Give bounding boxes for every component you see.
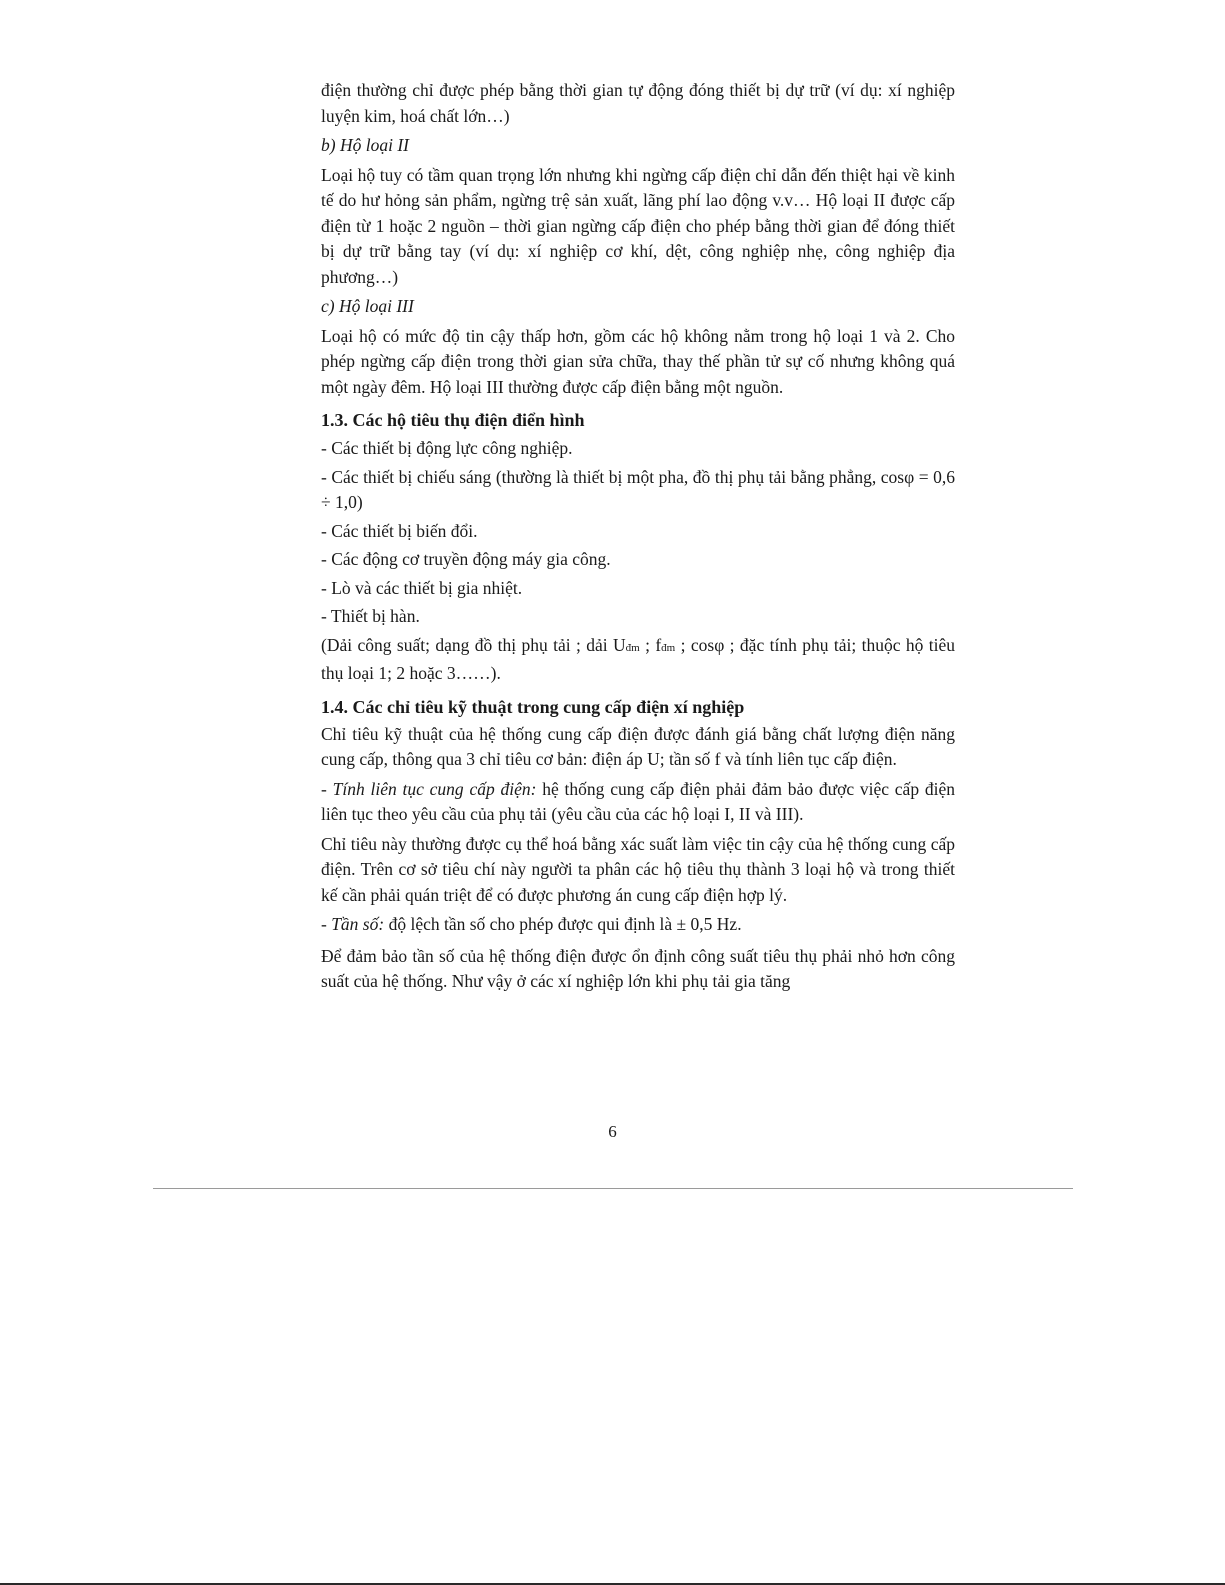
section-1-4-heading: 1.4. Các chỉ tiêu kỹ thuật trong cung cấp điện xí nghiệp [321, 696, 745, 717]
note-part: ; cosφ ; đặc tính phụ tải; thuộc hộ tiêu thụ loại 1; 2 hoặc 3……). [321, 634, 955, 683]
page-content [321, 78, 955, 995]
list-item: - Các thiết bị chiếu sáng (thường là thiết bị một pha, đồ thị phụ tải bằng phẳng, cosφ = 0,6 ÷ 1,0) [321, 466, 955, 512]
note-subscript: đm [661, 641, 676, 654]
frequency-item [321, 912, 955, 938]
list-item: - Lò và các thiết bị gia nhiệt. [321, 577, 523, 598]
section-1-3-heading: 1.3. Các hộ tiêu thụ điện điển hình [321, 410, 585, 430]
continuity-text: hệ thống cung cấp điện phải đảm bảo được việc cấp điện liên tục theo yêu cầu của phụ tải (yêu cầu của các hộ loại I, II và III). [321, 778, 955, 824]
intro-paragraph: điện thường chỉ được phép bằng thời gian tự động đóng thiết bị dự trữ (ví dụ: xí nghiệp luyện kim, hoá chất lớn…) [321, 80, 955, 126]
section-1-4-paragraph: Chỉ tiêu kỹ thuật của hệ thống cung cấp điện được đánh giá bằng chất lượng điện năng cung cấp, thông qua 3 chỉ tiêu cơ bản: điện áp U; tần số f và tính liên tục cấp điện. [321, 723, 955, 769]
list-item: - Các động cơ truyền động máy gia công. [321, 549, 611, 569]
note-subscript: đm [625, 641, 640, 654]
page-divider [153, 1188, 1073, 1189]
note-part: (Dải công suất; dạng đồ thị phụ tải ; dải U [321, 634, 626, 655]
list-item: - Các thiết bị động lực công nghiệp. [321, 438, 573, 458]
subsection-b-title: b) Hộ loại II [321, 135, 409, 155]
note-part: ; f [639, 634, 662, 655]
subsection-c-title: c) Hộ loại III [321, 296, 414, 316]
section-1-3-note [321, 633, 955, 687]
frequency-label: - Tần số: [321, 914, 385, 934]
list-item: - Thiết bị hàn. [321, 606, 420, 626]
subsection-c-paragraph: Loại hộ có mức độ tin cậy thấp hơn, gồm các hộ không nằm trong hộ loại 1 và 2. Cho phép ngừng cấp điện trong thời gian sửa chữa, thay thế phần tử sự cố nhưng không quá một ngày đêm. Hộ loại III thường được cấp điện bằng một nguồn. [321, 325, 955, 397]
section-1-4-paragraph: Chỉ tiêu này thường được cụ thể hoá bằng xác suất làm việc tin cậy của hệ thống cung cấp điện. Trên cơ sở tiêu chí này người ta phân các hộ tiêu thụ thành 3 loại hộ và trong thiết kế cần phải quán triệt để có được phương án cung cấp điện hợp lý. [321, 833, 955, 905]
continuity-item [321, 777, 955, 828]
frequency-text: độ lệch tần số cho phép được qui định là ± 0,5 Hz. [384, 914, 742, 934]
page-number: 6 [608, 1122, 617, 1141]
section-1-4-paragraph: Để đảm bảo tần số của hệ thống điện được ổn định công suất tiêu thụ phải nhỏ hơn công suất của hệ thống. Như vậy ở các xí nghiệp lớn khi phụ tải gia tăng [321, 945, 955, 991]
list-item: - Các thiết bị biến đổi. [321, 520, 478, 541]
subsection-b-paragraph: Loại hộ tuy có tầm quan trọng lớn nhưng khi ngừng cấp điện chỉ dẫn đến thiệt hại về kinh tế do hư hỏng sản phẩm, ngừng trệ sản xuất, lãng phí lao động v.v… Hộ loại II được cấp điện từ 1 hoặc 2 nguồn – thời gian ngừng cấp điện cho phép bằng thời gian để đóng thiết bị dự trữ bằng tay (ví dụ: xí nghiệp cơ khí, dệt, công nghiệp nhẹ, công nghiệp địa phương…) [321, 164, 955, 287]
continuity-label: - Tính liên tục cung cấp điện: [321, 778, 537, 799]
